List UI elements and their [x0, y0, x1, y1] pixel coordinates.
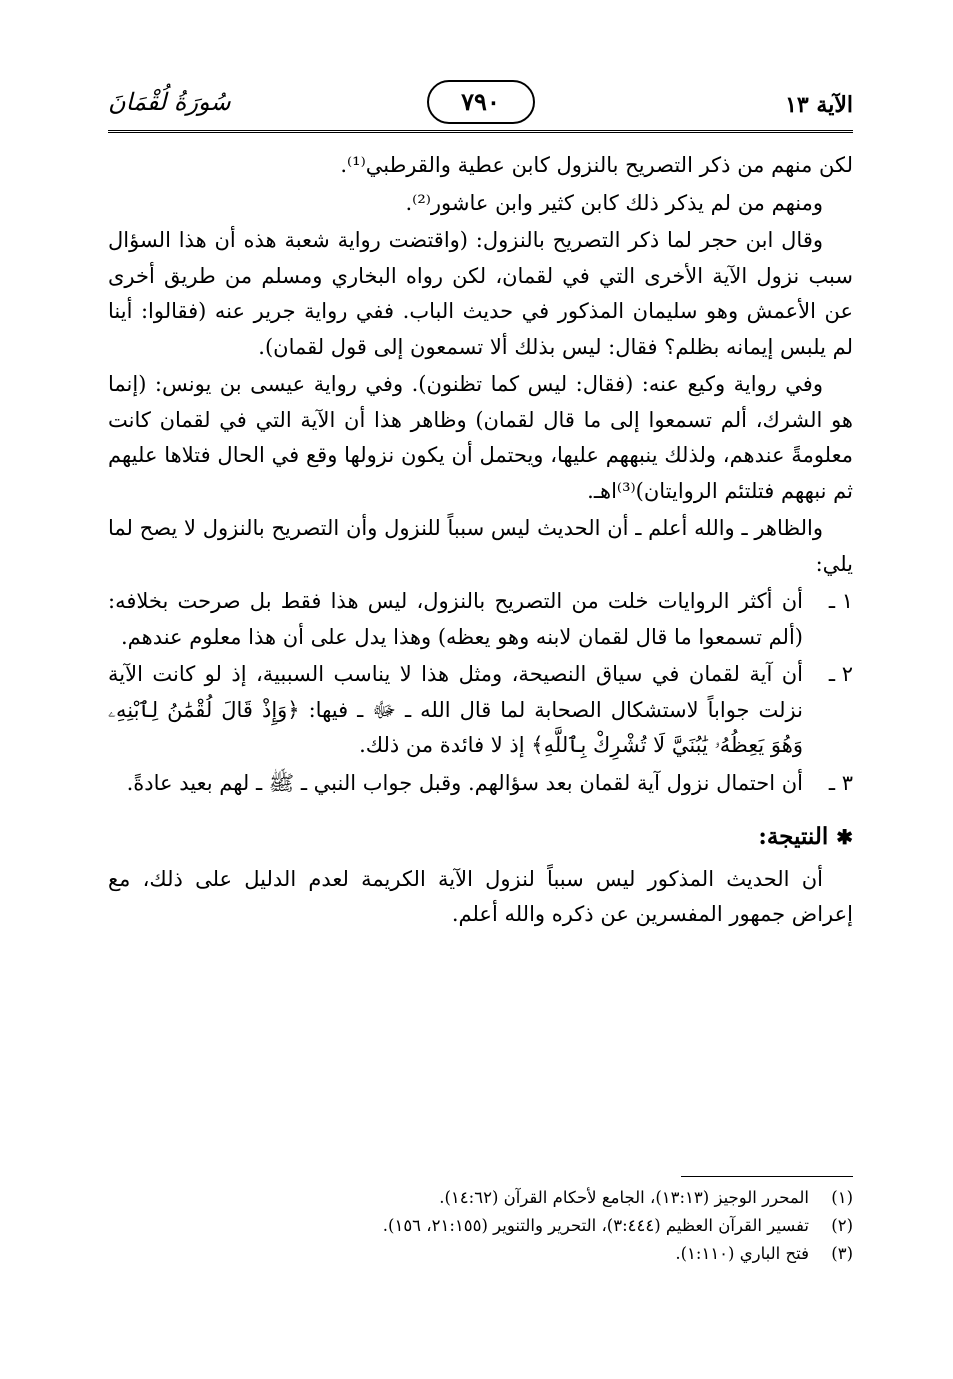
footnote-number: (٢): [831, 1216, 853, 1235]
footnote: [108, 1240, 853, 1268]
paragraph: لكن منهم من ذكر التصريح بالنزول كابن عطية والقرطبي⁽¹⁾.: [340, 153, 853, 177]
result-title: النتيجة:: [758, 823, 829, 850]
paragraph: والظاهر ـ والله أعلم ـ أن الحديث ليس سبباً للنزول وأن التصريح بالنزول لا يصح لما يلي:: [108, 516, 853, 576]
main-text: [108, 148, 853, 935]
list-item: [108, 584, 853, 655]
list-text: أن آية لقمان في سياق النصيحة، ومثل هذا لا يناسب السببية، إذ لو كانت الآية نزلت جواباً لاستشكال الصحابة لما قال الله ـ ﷻ ـ فيها: ﴿وَإِذْ قَالَ لُقْمَٰنُ لِٱبْنِهِۦ وَهُوَ يَعِظُهُۥ يَٰبُنَيَّ لَا تُشْرِكْ بِٱللَّهِ﴾ إذ لا فائدة من ذلك.: [108, 662, 803, 757]
footnote-text: فتح الباري (١:١١٠).: [675, 1244, 809, 1263]
list-number: ٣ ـ: [828, 770, 853, 795]
list-item: [108, 766, 853, 802]
footnote-number: (٣): [831, 1244, 853, 1263]
paragraph: ومنهم من لم يذكر ذلك كابن كثير وابن عاشور⁽²⁾.: [405, 190, 823, 215]
star-icon: ✱: [836, 825, 853, 849]
paragraph: وفي رواية وكيع عنه: (فقال: ليس كما تظنون). وفي رواية عيسى بن يونس: (إنما هو الشرك، ألم تسمعوا إلى ما قال لقمان) وظاهر هذا أن الآية التي في لقمان كانت معلومةً عندهم، ولذلك ينبههم عليها، ويحتمل أن يكون نزولها وقع في الحال فتلاها عليهم ثم نبههم فتلتئم الروايتان)⁽³⁾اهـ.: [108, 372, 853, 503]
list-number: ١ ـ: [828, 589, 853, 613]
footnote-divider: [681, 1176, 853, 1177]
footnote: [108, 1212, 853, 1240]
footnotes: [108, 1184, 853, 1268]
footnote-number: (١): [831, 1188, 853, 1207]
result-heading: [108, 819, 853, 856]
page-number: ٧٩٠: [427, 80, 535, 124]
list-item: [108, 657, 853, 764]
surah-name: سُورَةُ لُقْمَانَ: [108, 88, 231, 116]
list-text: أن أكثر الروايات خلت من التصريح بالنزول، ليس هذا فقط بل صرحت بخلافه: (ألم تسمعوا ما قال لقمان لابنه وهو يعظه) وهذا يدل على أن هذا معلوم عندهم.: [108, 589, 803, 649]
paragraph: وقال ابن حجر لما ذكر التصريح بالنزول: (واقتضت رواية شعبة هذه أن هذا السؤال سبب نزول الآية الأخرى التي في لقمان، لكن رواه البخاري ومسلم من طريق أخرى عن الأعمش وهو سليمان المذكور في حديث الباب. ففي رواية جرير عنه (فقالوا: أينا لم يلبس إيمانه بظلم؟ فقال: ليس بذلك ألا تسمعون إلى قول لقمان).: [108, 228, 853, 359]
page-header: [108, 78, 853, 133]
verse-label: الآية ١٣: [785, 92, 853, 118]
footnote-text: تفسير القرآن العظيم (٣:٤٤٤)، التحرير والتنوير (٢١:١٥٥، ١٥٦).: [382, 1216, 809, 1235]
footnote: [108, 1184, 853, 1212]
footnote-text: المحرر الوجيز (١٣:١٣)، الجامع لأحكام القرآن (١٤:٦٢).: [439, 1188, 809, 1207]
list-number: ٢ ـ: [828, 662, 853, 686]
list-text: أن احتمال نزول آية لقمان بعد سؤالهم. وقبل جواب النبي ـ ﷺ ـ لهم بعيد عادةً.: [126, 770, 803, 795]
result-paragraph: أن الحديث المذكور ليس سبباً لنزول الآية الكريمة لعدم الدليل على ذلك، مع إعراض جمهور المفسرين عن ذكره والله أعلم.: [108, 866, 853, 926]
